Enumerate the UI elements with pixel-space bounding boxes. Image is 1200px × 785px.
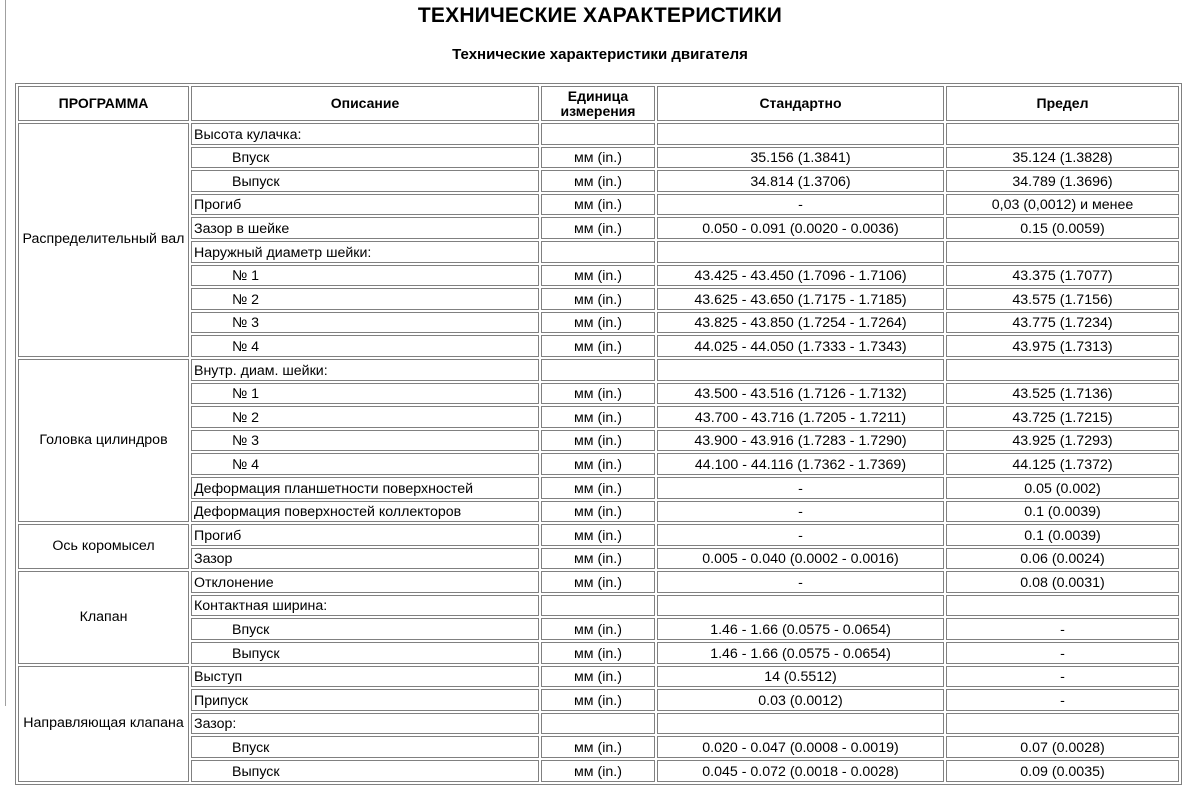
description-cell: Наружный диаметр шейки: [191,241,539,263]
standard-value-cell: 44.025 - 44.050 (1.7333 - 1.7343) [657,335,944,357]
description-cell: Деформация планшетности поверхностей [191,477,539,499]
standard-value-cell: 43.425 - 43.450 (1.7096 - 1.7106) [657,265,944,287]
description-cell: № 1 [191,383,539,405]
limit-value-cell: 43.975 (1.7313) [946,335,1179,357]
table-row [18,548,1179,570]
table-row [18,123,1179,145]
limit-value-cell: 44.125 (1.7372) [946,453,1179,475]
standard-value-cell: 1.46 - 1.66 (0.0575 - 0.0654) [657,618,944,640]
standard-value-cell: 14 (0.5512) [657,666,944,688]
unit-cell [541,595,655,617]
table-row [18,406,1179,428]
page-title: ТЕХНИЧЕСКИЕ ХАРАКТЕРИСТИКИ [417,4,783,27]
standard-value-cell: 0.03 (0.0012) [657,689,944,711]
standard-value-cell [657,595,944,617]
description-cell: № 4 [191,453,539,475]
standard-value-cell: - [657,477,944,499]
unit-cell [541,123,655,145]
description-cell: Прогиб [191,194,539,216]
limit-value-cell: 43.725 (1.7215) [946,406,1179,428]
description-cell: Впуск [191,736,539,758]
unit-cell: мм (in.) [541,642,655,664]
specifications-body [18,123,1179,782]
description-cell: Выступ [191,666,539,688]
program-group-cell: Клапан [18,571,189,663]
limit-value-cell: 43.525 (1.7136) [946,383,1179,405]
limit-value-cell: 0.1 (0.0039) [946,524,1179,546]
table-row [18,713,1179,735]
standard-value-cell [657,123,944,145]
limit-value-cell: 0.05 (0.002) [946,477,1179,499]
limit-value-cell: 0.15 (0.0059) [946,217,1179,239]
unit-cell: мм (in.) [541,430,655,452]
table-row [18,194,1179,216]
limit-value-cell: 43.375 (1.7077) [946,265,1179,287]
table-row [18,501,1179,523]
unit-cell: мм (in.) [541,383,655,405]
unit-cell: мм (in.) [541,618,655,640]
unit-cell: мм (in.) [541,501,655,523]
program-group-cell: Головка цилиндров [18,359,189,522]
description-cell: Впуск [191,618,539,640]
unit-cell: мм (in.) [541,217,655,239]
unit-cell [541,359,655,381]
page-subtitle: Технические характеристики двигателя [452,46,748,63]
unit-cell: мм (in.) [541,265,655,287]
unit-cell: мм (in.) [541,477,655,499]
standard-value-cell [657,241,944,263]
specifications-table [15,83,1182,785]
standard-value-cell: - [657,571,944,593]
standard-value-cell: 0.020 - 0.047 (0.0008 - 0.0019) [657,736,944,758]
limit-value-cell: 43.575 (1.7156) [946,288,1179,310]
unit-cell: мм (in.) [541,312,655,334]
table-row [18,760,1179,782]
standard-value-cell: - [657,501,944,523]
standard-value-cell: - [657,194,944,216]
limit-value-cell: 0.07 (0.0028) [946,736,1179,758]
unit-cell: мм (in.) [541,288,655,310]
program-group-cell: Распределительный вал [18,123,189,357]
description-cell: Высота кулачка: [191,123,539,145]
description-cell: Отклонение [191,571,539,593]
description-cell: Выпуск [191,170,539,192]
unit-cell: мм (in.) [541,689,655,711]
standard-value-cell [657,359,944,381]
unit-cell: мм (in.) [541,453,655,475]
description-cell: № 4 [191,335,539,357]
table-row [18,312,1179,334]
limit-value-cell: 0.06 (0.0024) [946,548,1179,570]
limit-value-cell: - [946,618,1179,640]
unit-cell: мм (in.) [541,147,655,169]
table-row [18,359,1179,381]
limit-value-cell: 34.789 (1.3696) [946,170,1179,192]
standard-value-cell: 44.100 - 44.116 (1.7362 - 1.7369) [657,453,944,475]
standard-value-cell: 0.045 - 0.072 (0.0018 - 0.0028) [657,760,944,782]
table-row [18,170,1179,192]
limit-value-cell [946,359,1179,381]
description-cell: Выпуск [191,760,539,782]
unit-cell: мм (in.) [541,194,655,216]
unit-cell: мм (in.) [541,170,655,192]
standard-value-cell: 43.825 - 43.850 (1.7254 - 1.7264) [657,312,944,334]
description-cell: Припуск [191,689,539,711]
table-row [18,477,1179,499]
table-row [18,241,1179,263]
description-cell: № 3 [191,430,539,452]
unit-cell: мм (in.) [541,736,655,758]
standard-value-cell: 43.700 - 43.716 (1.7205 - 1.7211) [657,406,944,428]
standard-value-cell: 43.625 - 43.650 (1.7175 - 1.7185) [657,288,944,310]
table-row [18,217,1179,239]
description-cell: № 3 [191,312,539,334]
table-row [18,642,1179,664]
unit-cell: мм (in.) [541,335,655,357]
unit-cell [541,241,655,263]
limit-value-cell: - [946,689,1179,711]
table-row [18,524,1179,546]
table-row [18,147,1179,169]
description-cell: Контактная ширина: [191,595,539,617]
table-row [18,383,1179,405]
description-cell: Зазор в шейке [191,217,539,239]
limit-value-cell: 43.925 (1.7293) [946,430,1179,452]
header-standard: Стандартно [657,86,944,121]
table-row [18,288,1179,310]
unit-cell: мм (in.) [541,760,655,782]
limit-value-cell [946,123,1179,145]
table-row [18,736,1179,758]
standard-value-cell: 0.050 - 0.091 (0.0020 - 0.0036) [657,217,944,239]
limit-value-cell: 35.124 (1.3828) [946,147,1179,169]
unit-cell: мм (in.) [541,548,655,570]
description-cell: Зазор: [191,713,539,735]
table-row [18,666,1179,688]
unit-cell [541,713,655,735]
description-cell: Деформация поверхностей коллекторов [191,501,539,523]
limit-value-cell [946,595,1179,617]
table-row [18,571,1179,593]
table-row [18,689,1179,711]
unit-cell: мм (in.) [541,524,655,546]
unit-cell: мм (in.) [541,571,655,593]
standard-value-cell: 34.814 (1.3706) [657,170,944,192]
description-cell: Зазор [191,548,539,570]
program-group-cell: Ось коромысел [18,524,189,569]
unit-cell: мм (in.) [541,666,655,688]
header-description: Описание [191,86,539,121]
limit-value-cell: 43.775 (1.7234) [946,312,1179,334]
table-row [18,335,1179,357]
program-group-cell: Направляющая клапана [18,666,189,782]
table-row [18,430,1179,452]
table-header-row [18,86,1179,121]
standard-value-cell: - [657,524,944,546]
limit-value-cell: 0.1 (0.0039) [946,501,1179,523]
standard-value-cell: 0.005 - 0.040 (0.0002 - 0.0016) [657,548,944,570]
description-cell: Выпуск [191,642,539,664]
page-left-border [5,0,6,706]
description-cell: Внутр. диам. шейки: [191,359,539,381]
standard-value-cell: 1.46 - 1.66 (0.0575 - 0.0654) [657,642,944,664]
description-cell: № 1 [191,265,539,287]
standard-value-cell: 43.500 - 43.516 (1.7126 - 1.7132) [657,383,944,405]
description-cell: № 2 [191,406,539,428]
unit-cell: мм (in.) [541,406,655,428]
standard-value-cell: 35.156 (1.3841) [657,147,944,169]
limit-value-cell: - [946,642,1179,664]
table-row [18,618,1179,640]
standard-value-cell [657,713,944,735]
limit-value-cell: 0.08 (0.0031) [946,571,1179,593]
limit-value-cell [946,241,1179,263]
description-cell: № 2 [191,288,539,310]
standard-value-cell: 43.900 - 43.916 (1.7283 - 1.7290) [657,430,944,452]
header-program: ПРОГРАММА [18,86,189,121]
limit-value-cell [946,713,1179,735]
table-row [18,595,1179,617]
header-limit: Предел [946,86,1179,121]
description-cell: Прогиб [191,524,539,546]
description-cell: Впуск [191,147,539,169]
limit-value-cell: - [946,666,1179,688]
limit-value-cell: 0.09 (0.0035) [946,760,1179,782]
table-row [18,265,1179,287]
limit-value-cell: 0,03 (0,0012) и менее [946,194,1179,216]
header-unit: Единица измерения [541,86,655,121]
table-row [18,453,1179,475]
